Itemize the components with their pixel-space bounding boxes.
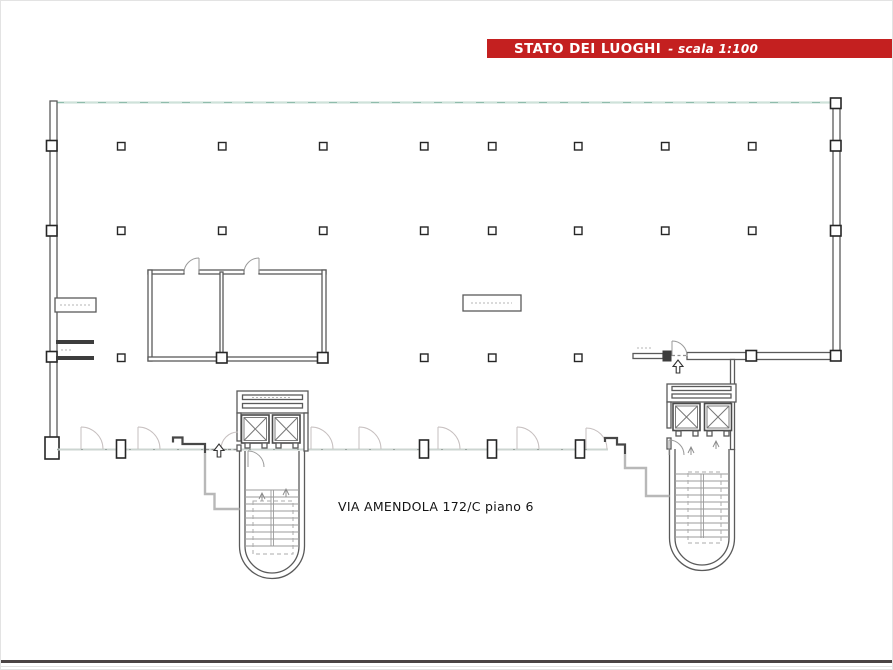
- right-stair-core: [605, 341, 736, 571]
- room-label-box: [463, 295, 521, 311]
- elevator-right-pair: [673, 404, 732, 437]
- stairs-right: [670, 441, 735, 571]
- left-stair-core: [173, 391, 308, 579]
- door-arcs: [81, 427, 607, 449]
- footer-rule-shadow: [1, 666, 893, 667]
- up-arrow-icon: [673, 360, 683, 373]
- right-core-vestibule: [605, 438, 684, 496]
- sheet-scale-label: - scala 1:100: [668, 41, 759, 56]
- address-label: VIA AMENDOLA 172/C piano 6: [338, 499, 534, 514]
- up-arrow-icon: [214, 444, 224, 457]
- floor-plan: [1, 1, 893, 670]
- stairs-left: [240, 451, 305, 579]
- elevator-left-pair: [242, 415, 301, 448]
- south-curtain-wall: [57, 427, 608, 458]
- footer-rule: [1, 660, 893, 663]
- west-annotations: [55, 298, 96, 360]
- meeting-rooms: [148, 258, 328, 363]
- sheet-title: STATO DEI LUOGHI: [514, 40, 662, 57]
- column-grid: [47, 98, 842, 362]
